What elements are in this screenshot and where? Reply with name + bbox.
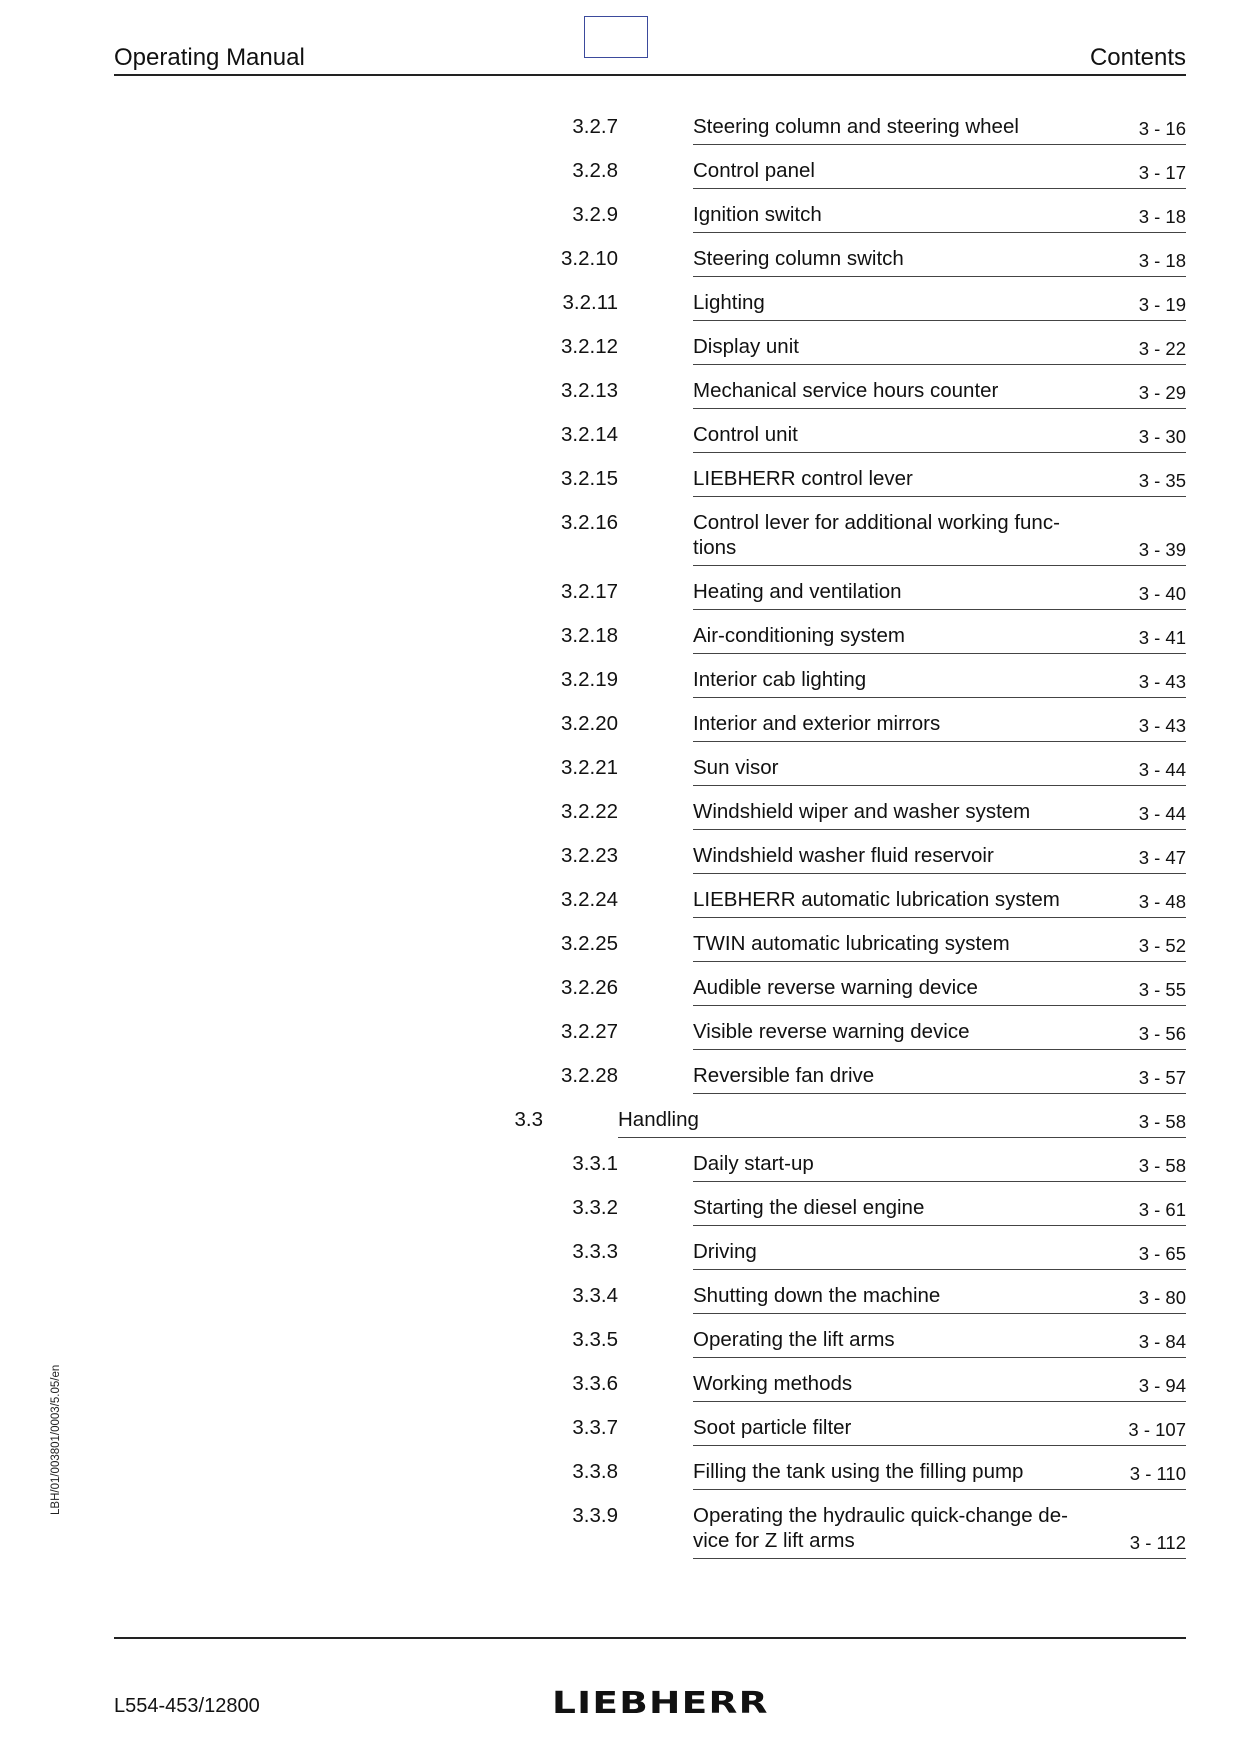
toc-entry-number: 3.3 [514, 1108, 543, 1131]
toc-entry-underline [693, 232, 1186, 233]
toc-entry-page: 3 - 35 [1138, 470, 1186, 491]
toc-entry-underline [693, 1093, 1186, 1094]
toc-entry-underline [693, 364, 1186, 365]
toc-entry-title: Air-conditioning system [693, 624, 905, 647]
toc-entry-page: 3 - 94 [1138, 1375, 1186, 1396]
toc-entry-page: 3 - 55 [1138, 979, 1186, 1000]
toc-entry-title: Operating the hydraulic quick-change de- [693, 1504, 1068, 1527]
toc-entry-page: 3 - 56 [1138, 1023, 1186, 1044]
toc-entry-underline [693, 873, 1186, 874]
toc-entry-page: 3 - 18 [1138, 206, 1186, 227]
toc-entry-page: 3 - 84 [1138, 1331, 1186, 1352]
document-code: LBH/01/003801/0003/5.05/en [50, 1364, 62, 1515]
toc-entry-underline [693, 1489, 1186, 1490]
toc-entry-number: 3.2.26 [561, 976, 618, 999]
toc-entry-number: 3.3.7 [572, 1416, 618, 1439]
footer-model-number: L554-453/12800 [114, 1695, 260, 1717]
toc-entry-underline [693, 1357, 1186, 1358]
toc-entry-number: 3.2.18 [561, 624, 618, 647]
toc-entry-title: Soot particle filter [693, 1416, 852, 1439]
toc-entry-title: Control unit [693, 423, 798, 446]
toc-entry-page: 3 - 47 [1138, 847, 1186, 868]
toc-entry-title: Driving [693, 1240, 757, 1263]
toc-entry-number: 3.2.15 [561, 467, 618, 490]
toc-entry-underline [693, 1005, 1186, 1006]
toc-entry-number: 3.2.14 [561, 423, 618, 446]
toc-entry-number: 3.2.7 [572, 115, 618, 138]
toc-entry-page: 3 - 58 [1138, 1155, 1186, 1176]
toc-entry-page: 3 - 22 [1138, 338, 1186, 359]
toc-entry-title: Steering column and steering wheel [693, 115, 1019, 138]
toc-entry-underline [693, 961, 1186, 962]
toc-entry-number: 3.2.8 [572, 159, 618, 182]
toc-entry-page: 3 - 65 [1138, 1243, 1186, 1264]
toc-entry-page: 3 - 61 [1138, 1199, 1186, 1220]
header-section-title: Contents [1089, 44, 1186, 71]
toc-entry-title: LIEBHERR control lever [693, 467, 913, 490]
toc-entry-underline [693, 1445, 1186, 1446]
toc-entry-page: 3 - 41 [1138, 627, 1186, 648]
toc-entry-number: 3.2.22 [561, 800, 618, 823]
toc-entry-title: Starting the diesel engine [693, 1196, 925, 1219]
toc-entry-number: 3.3.3 [572, 1240, 618, 1263]
toc-entry-number: 3.3.8 [572, 1460, 618, 1483]
toc-entry-underline [693, 917, 1186, 918]
toc-entry-underline [693, 144, 1186, 145]
toc-entry-underline [693, 565, 1186, 566]
toc-entry-underline [693, 653, 1186, 654]
toc-entry-title: Visible reverse warning device [693, 1020, 970, 1043]
toc-entry-title: Interior cab lighting [693, 668, 867, 691]
toc-entry-title: Operating the lift arms [693, 1328, 895, 1351]
toc-entry-underline [693, 785, 1186, 786]
liebherr-logo: LIEBHERR [552, 1686, 769, 1721]
toc-entry-title: Shutting down the machine [693, 1284, 941, 1307]
toc-entry-title: Windshield washer fluid reservoir [693, 844, 994, 867]
toc-entry-number: 3.2.19 [561, 668, 618, 691]
toc-entry-number: 3.3.5 [572, 1328, 618, 1351]
toc-entry-title: Ignition switch [693, 203, 822, 226]
header-placeholder-box [584, 16, 648, 58]
toc-entry-underline [693, 1049, 1186, 1050]
toc-entry-title: Heating and ventilation [693, 580, 902, 603]
toc-entry-underline [693, 408, 1186, 409]
toc-entry-number: 3.3.2 [572, 1196, 618, 1219]
toc-entry-underline [693, 829, 1186, 830]
toc-entry-underline [618, 1137, 1186, 1138]
toc-entry-page: 3 - 58 [1138, 1111, 1186, 1132]
toc-entry-title: Daily start-up [693, 1152, 814, 1175]
toc-entry-page: 3 - 80 [1138, 1287, 1186, 1308]
toc-entry-page: 3 - 44 [1138, 759, 1186, 780]
toc-entry-title: Lighting [693, 291, 765, 314]
toc-entry-underline [693, 741, 1186, 742]
toc-entry-title: Audible reverse warning device [693, 976, 978, 999]
toc-entry-number: 3.3.1 [572, 1152, 618, 1175]
toc-entry-number: 3.2.23 [561, 844, 618, 867]
toc-entry-title: Steering column switch [693, 247, 904, 270]
toc-entry-page: 3 - 52 [1138, 935, 1186, 956]
toc-entry-page: 3 - 19 [1138, 294, 1186, 315]
toc-entry-number: 3.2.20 [561, 712, 618, 735]
toc-entry-page: 3 - 44 [1138, 803, 1186, 824]
toc-entry-title: TWIN automatic lubricating system [693, 932, 1010, 955]
toc-entry-title: Windshield wiper and washer system [693, 800, 1031, 823]
toc-entry-page: 3 - 57 [1138, 1067, 1186, 1088]
toc-entry-title: vice for Z lift arms [693, 1529, 855, 1552]
toc-entry-number: 3.2.10 [561, 247, 618, 270]
toc-entry-page: 3 - 107 [1128, 1419, 1186, 1440]
toc-entry-title: LIEBHERR automatic lubrication system [693, 888, 1060, 911]
toc-entry-underline [693, 1225, 1186, 1226]
toc-entry-number: 3.2.27 [561, 1020, 618, 1043]
toc-entry-number: 3.2.12 [561, 335, 618, 358]
toc-entry-page: 3 - 110 [1129, 1463, 1186, 1484]
toc-entry-underline [693, 1558, 1186, 1559]
toc-entry-number: 3.3.4 [572, 1284, 618, 1307]
toc-entry-page: 3 - 43 [1138, 671, 1186, 692]
toc-entry-title: Display unit [693, 335, 799, 358]
toc-entry-underline [693, 697, 1186, 698]
toc-entry-page: 3 - 48 [1138, 891, 1186, 912]
toc-entry-number: 3.2.25 [561, 932, 618, 955]
toc-entry-page: 3 - 43 [1138, 715, 1186, 736]
toc-entry-title: Control panel [693, 159, 815, 182]
toc-entry-page: 3 - 40 [1138, 583, 1186, 604]
toc-entry-number: 3.2.17 [561, 580, 618, 603]
toc-entry-title: Interior and exterior mirrors [693, 712, 941, 735]
toc-entry-title: Control lever for additional working func- [693, 511, 1060, 534]
toc-entry-number: 3.3.6 [572, 1372, 618, 1395]
header-manual-title: Operating Manual [114, 44, 305, 71]
toc-entry-number: 3.2.21 [561, 756, 618, 779]
toc-entry-page: 3 - 112 [1129, 1532, 1186, 1553]
toc-entry-number: 3.2.13 [561, 379, 618, 402]
toc-entry-page: 3 - 18 [1138, 250, 1186, 271]
toc-entry-title: Filling the tank using the filling pump [693, 1460, 1024, 1483]
toc-entry-title: tions [693, 536, 737, 559]
toc-entry-page: 3 - 30 [1138, 426, 1186, 447]
toc-entry-underline [693, 452, 1186, 453]
toc-entry-underline [693, 1269, 1186, 1270]
toc-entry-number: 3.2.28 [561, 1064, 618, 1087]
toc-entry-page: 3 - 29 [1138, 382, 1186, 403]
toc-entry-underline [693, 1313, 1186, 1314]
toc-entry-underline [693, 276, 1186, 277]
toc-entry-title: Sun visor [693, 756, 779, 779]
toc-entry-number: 3.2.24 [561, 888, 618, 911]
toc-entry-number: 3.3.9 [572, 1504, 618, 1527]
toc-entry-number: 3.2.9 [572, 203, 618, 226]
toc-entry-page: 3 - 39 [1138, 539, 1186, 560]
toc-entry-underline [693, 609, 1186, 610]
toc-entry-page: 3 - 17 [1138, 162, 1186, 183]
toc-entry-title: Mechanical service hours counter [693, 379, 999, 402]
toc-entry-underline [693, 496, 1186, 497]
toc-entry-number: 3.2.16 [561, 511, 618, 534]
toc-entry-number: 3.2.11 [562, 291, 618, 314]
toc-entry-title: Working methods [693, 1372, 853, 1395]
toc-entry-underline [693, 188, 1186, 189]
toc-entry-underline [693, 320, 1186, 321]
toc-entry-underline [693, 1401, 1186, 1402]
header-divider [114, 74, 1186, 76]
toc-entry-title: Handling [618, 1108, 699, 1131]
toc-entry-underline [693, 1181, 1186, 1182]
toc-entry-page: 3 - 16 [1138, 118, 1186, 139]
toc-entry-title: Reversible fan drive [693, 1064, 875, 1087]
footer-divider [114, 1637, 1186, 1639]
